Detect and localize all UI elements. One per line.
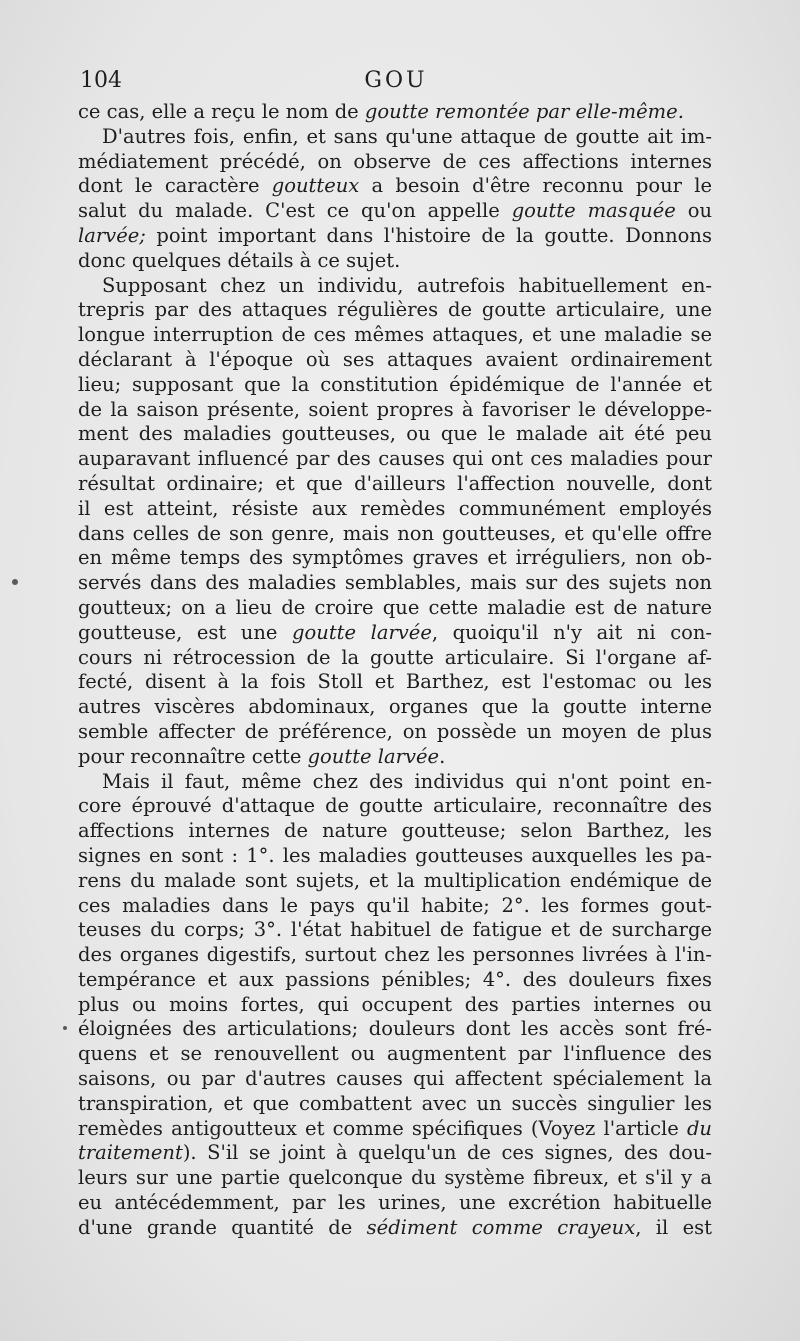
text-run: il est atteint, résiste aux remèdes communément employés <box>78 496 712 520</box>
text-line <box>78 720 712 745</box>
text-run: quens et se renouvellent ou augmentent par l'influence des <box>78 1042 712 1066</box>
text-run: auparavant influencé par des causes qui ont ces maladies pour <box>78 447 712 471</box>
text-line <box>78 1067 712 1092</box>
text-line <box>78 844 712 869</box>
text-line <box>78 918 712 943</box>
text-line <box>78 447 712 472</box>
text-line <box>78 770 712 795</box>
text-line <box>78 472 712 497</box>
text-run: trepris par des attaques régulières de goutte articulaire, une <box>78 298 712 322</box>
ink-speck <box>12 579 18 585</box>
text-line <box>78 1166 712 1191</box>
text-line <box>78 819 712 844</box>
text-line <box>78 869 712 894</box>
page-number: 104 <box>80 68 122 93</box>
text-line <box>78 571 712 596</box>
text-line <box>78 224 712 249</box>
text-line <box>78 373 712 398</box>
text-run: transpiration, et que combattent avec un succès singulier les <box>78 1091 712 1115</box>
running-head <box>80 68 712 98</box>
text-line <box>78 968 712 993</box>
text-run: en même temps des symptômes graves et irréguliers, non ob- <box>78 546 712 570</box>
italic-text: goutte remontée par elle-même. <box>364 100 684 123</box>
text-line <box>78 943 712 968</box>
italic-text: traitement <box>78 1141 183 1165</box>
text-run: déclarant à l'époque où ses attaques avaient ordinairement <box>78 347 712 371</box>
text-line <box>78 1141 712 1166</box>
text-run: lieu; supposant que la constitution épidémique de l'année et <box>78 372 712 396</box>
text-line <box>78 894 712 919</box>
text-line <box>78 1191 712 1216</box>
text-run: de la saison présente, soient propres à favoriser le développe- <box>78 397 712 421</box>
text-line <box>78 1216 712 1241</box>
text-run: . <box>439 744 446 768</box>
text-line <box>78 1117 712 1142</box>
text-line <box>78 993 712 1018</box>
text-run: plus ou moins fortes, qui occupent des parties internes ou <box>78 992 712 1016</box>
text-line <box>78 546 712 571</box>
running-headword: GOU <box>364 68 428 93</box>
text-run: saisons, ou par d'autres causes qui affectent spécialement la <box>78 1067 712 1091</box>
italic-text: goutteux <box>271 174 360 198</box>
text-run: éloignées des articulations; douleurs dont les accès sont fré- <box>78 1017 712 1041</box>
text-run: dans celles de son genre, mais non goutteuses, et qu'elle offre <box>78 521 712 545</box>
text-run: D'autres fois, enfin, et sans qu'une attaque de goutte ait im- <box>102 124 712 148</box>
text-line <box>78 298 712 323</box>
italic-text: goutte larvée <box>307 744 440 768</box>
text-line <box>78 745 712 770</box>
text-line <box>78 348 712 373</box>
text-run: semble affecter de préférence, on possède un moyen de plus <box>78 719 712 743</box>
text-run: ces maladies dans le pays qu'il habite; 2°. les formes gout- <box>78 893 712 917</box>
text-run: Mais il faut, même chez des individus qui n'ont point en- <box>102 769 712 793</box>
italic-text: du <box>686 1116 712 1140</box>
text-line <box>78 398 712 423</box>
text-run: donc quelques détails à ce sujet. <box>78 248 401 272</box>
text-run: autres viscères abdominaux, organes que la goutte interne <box>78 695 712 719</box>
text-run: core éprouvé d'attaque de goutte articulaire, reconnaître des <box>78 794 712 818</box>
text-line <box>78 646 712 671</box>
text-line <box>78 249 712 274</box>
italic-text: goutte masquée <box>511 199 676 223</box>
text-run: affections internes de nature goutteuse; selon Barthez, les <box>78 819 712 843</box>
text-run: médiatement précédé, on observe de ces affections internes <box>78 149 712 173</box>
text-line <box>78 621 712 646</box>
text-run: eu antécédemment, par les urines, une excrétion habituelle <box>78 1191 712 1215</box>
text-line <box>78 1092 712 1117</box>
text-run: a besoin d'être reconnu pour le <box>359 174 712 198</box>
text-run: salut du malade. C'est ce qu'on appelle <box>78 199 512 223</box>
text-run: , quoiqu'il n'y ait ni con- <box>431 620 712 644</box>
italic-text: larvée; <box>78 223 146 247</box>
text-run: signes en sont : 1°. les maladies goutteuses auxquelles les pa- <box>78 843 712 867</box>
text-run: longue interruption de ces mêmes attaques, et une maladie se <box>78 323 712 347</box>
text-line <box>78 596 712 621</box>
text-run: ). S'il se joint à quelqu'un de ces signes, des dou- <box>182 1141 712 1165</box>
text-line <box>78 274 712 299</box>
text-run: cours ni rétrocession de la goutte articulaire. Si l'organe af- <box>78 645 712 669</box>
text-line <box>78 522 712 547</box>
text-run: ment des maladies goutteuses, ou que le malade ait été peu <box>78 422 712 446</box>
text-line <box>78 150 712 175</box>
text-line <box>78 695 712 720</box>
text-run: , il est <box>635 1215 712 1239</box>
italic-text: goutte larvée <box>292 620 432 644</box>
text-run: des organes digestifs, surtout chez les personnes livrées à l'in- <box>78 943 712 967</box>
text-line <box>78 174 712 199</box>
text-run: servés dans des maladies semblables, mais sur des sujets non <box>78 571 712 595</box>
text-run: pour reconnaître cette <box>78 744 308 768</box>
text-run: tempérance et aux passions pénibles; 4°. des douleurs fixes <box>78 967 712 991</box>
text-run: Supposant chez un individu, autrefois habituellement en- <box>102 273 712 297</box>
text-run: point important dans l'histoire de la goutte. Donnons <box>145 223 712 247</box>
text-line <box>78 199 712 224</box>
text-run: dont le caractère <box>78 174 272 198</box>
text-run: leurs sur une partie quelconque du système fibreux, et s'il y a <box>78 1166 712 1190</box>
text-run: d'une grande quantité de <box>78 1215 367 1239</box>
ink-speck <box>63 1026 67 1030</box>
text-run: ou <box>675 199 712 223</box>
text-line <box>78 794 712 819</box>
text-run: goutteuse, est une <box>78 620 293 644</box>
text-run: teuses du corps; 3°. l'état habituel de fatigue et de surcharge <box>78 918 712 942</box>
text-line <box>78 125 712 150</box>
text-run: résultat ordinaire; et que d'ailleurs l'affection nouvelle, dont <box>78 471 712 495</box>
text-run: fecté, disent à la fois Stoll et Barthez, est l'estomac ou les <box>78 670 712 694</box>
text-run: ce cas, elle a reçu le nom de <box>78 100 365 123</box>
text-line <box>78 670 712 695</box>
text-line <box>78 1042 712 1067</box>
text-line <box>78 1017 712 1042</box>
body-text <box>78 100 712 1241</box>
text-line <box>78 100 712 125</box>
text-line <box>78 323 712 348</box>
italic-text: sédiment comme crayeux <box>366 1215 636 1239</box>
text-run: rens du malade sont sujets, et la multiplication endémique de <box>78 868 712 892</box>
text-line <box>78 422 712 447</box>
text-line <box>78 497 712 522</box>
text-run: goutteux; on a lieu de croire que cette maladie est de nature <box>78 595 712 619</box>
text-run: remèdes antigoutteux et comme spécifiques (Voyez l'article <box>78 1116 687 1140</box>
